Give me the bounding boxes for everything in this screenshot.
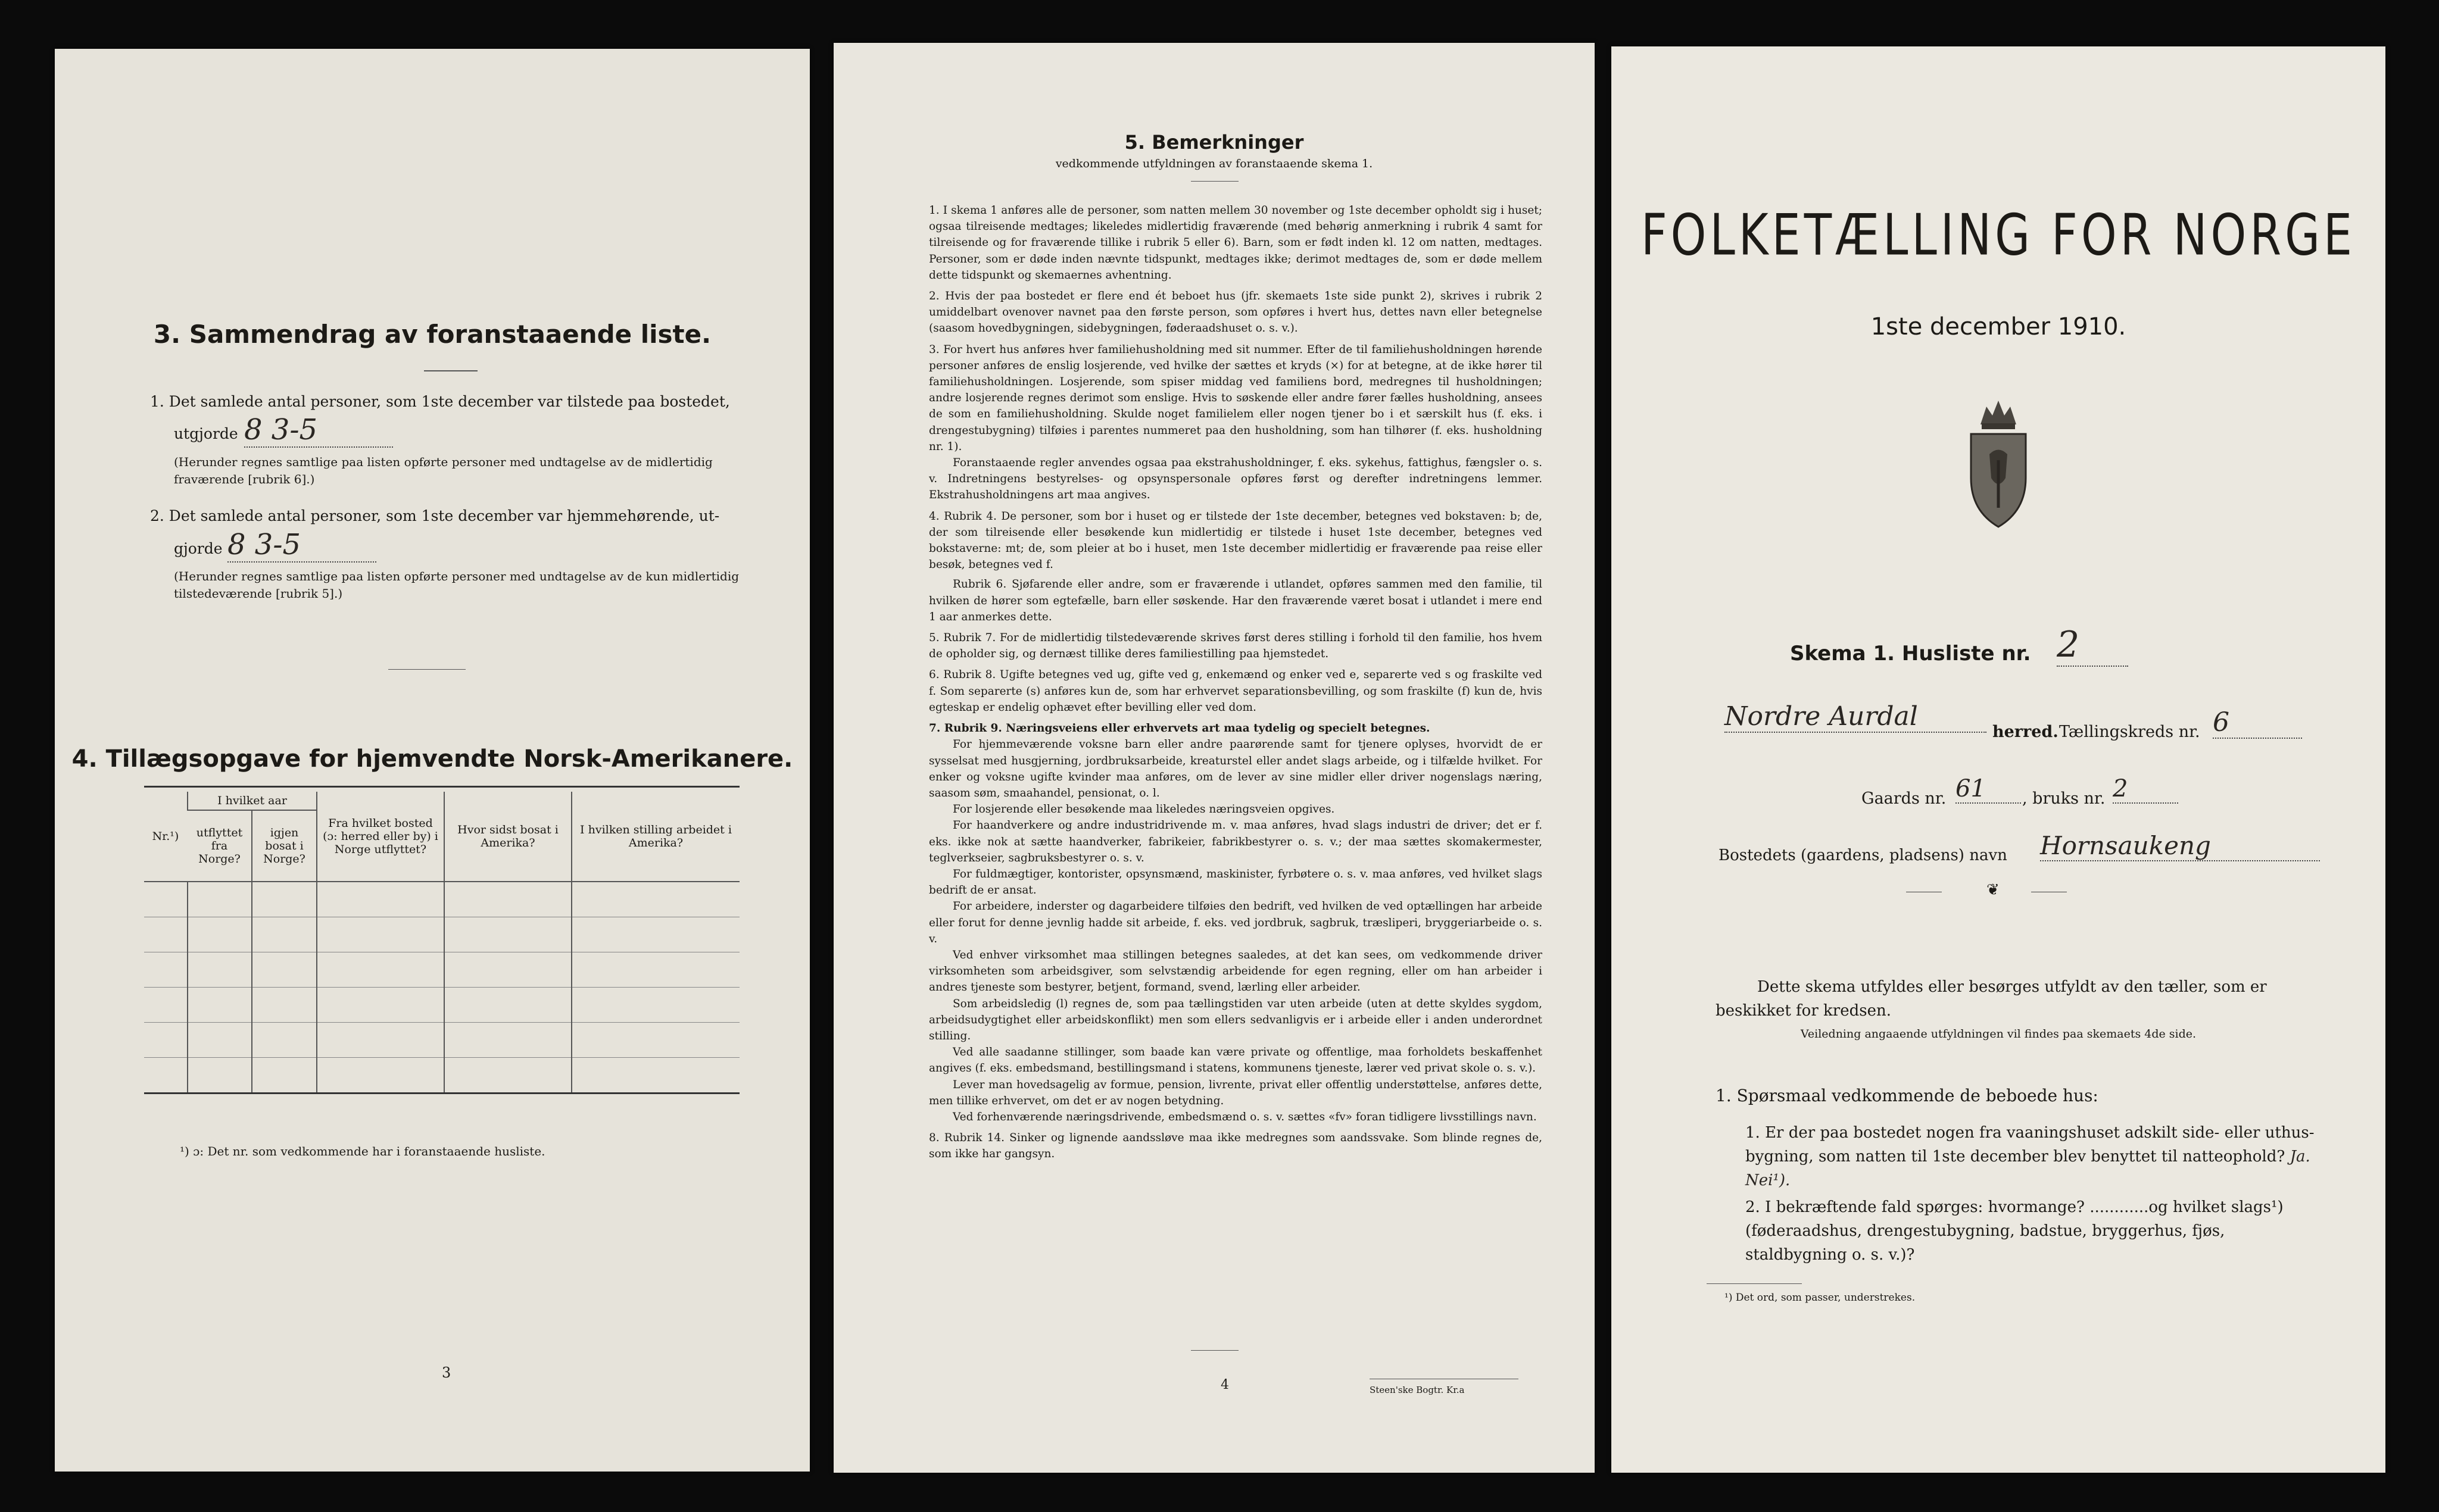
remark-7e: For arbeidere, inderster og dagarbeidere tilføies den bedrift, ved hvilken de ved optællingen har arbeide eller forut for denne jevnlig hadde sit arbeide, f. eks. ved jordbruk, sagbruk, træsliperi, bryggeriarbeide o. s. v. bbox=[929, 900, 1542, 945]
bosted-value: Hornsaukeng bbox=[2040, 831, 2320, 861]
table-top-rule bbox=[144, 786, 740, 788]
section3-title: 3. Sammendrag av foranstaaende liste. bbox=[153, 320, 712, 349]
col-group: I hvilket aar bbox=[188, 792, 317, 810]
table-row bbox=[144, 882, 740, 917]
item2-note: (Herunder regnes samtlige paa listen opførte personer med undtagelse av de kun midlertidig tilstedeværende [rubrik 5].) bbox=[174, 569, 740, 601]
col-emigrated: utflyttet fra Norge? bbox=[188, 810, 252, 882]
item2-value: 8 3-5 bbox=[227, 528, 376, 563]
printer-mark: Steen'ske Bogtr. Kr.a bbox=[1370, 1385, 1465, 1395]
schema-label: Skema 1. Husliste nr. bbox=[1790, 642, 2031, 666]
table-row bbox=[144, 988, 740, 1023]
question-1 bbox=[1745, 1121, 2329, 1192]
remark-7j: Ved forhenværende næringsdrivende, embedsmænd o. s. v. sættes «fv» foran tidligere livsstillings navn. bbox=[953, 1110, 1537, 1123]
remark-7b: For losjerende eller besøkende maa likeledes næringsveien opgives. bbox=[953, 803, 1335, 816]
item1-label: utgjorde bbox=[174, 425, 238, 442]
remarks-title: 5. Bemerkninger bbox=[1124, 131, 1304, 154]
page-1 bbox=[1611, 46, 2385, 1473]
item1-text: 1. Det samlede antal personer, som 1ste december var tilstede paa bostedet, bbox=[150, 393, 730, 410]
col-last-residence: Hvor sidst bosat i Amerika? bbox=[444, 792, 572, 882]
divider bbox=[1707, 1283, 1802, 1284]
footnote: ¹) Det ord, som passer, understrekes. bbox=[1724, 1292, 1916, 1304]
kreds-label: Tællingskreds nr. bbox=[2059, 723, 2200, 741]
item1-note: (Herunder regnes samtlige paa listen opførte personer med undtagelse av de midlertidig fraværende [rubrik 6].) bbox=[174, 455, 713, 486]
remark-7c: For haandverkere og andre industridrivende m. v. maa anføres, hvad slags industri de driver; det er f. eks. ikke nok at sætte haandverker, fabrikeier, fabrikbestyrer o. s. v.; der maa sættes skomakermester, teglverkseier, sagbruksbestyrer o. s. v. bbox=[929, 819, 1542, 864]
table-row bbox=[144, 917, 740, 952]
census-date: 1ste december 1910. bbox=[1870, 313, 2126, 340]
husliste-nr: 2 bbox=[2057, 624, 2128, 667]
table-footnote: ¹) ɔ: Det nr. som vedkommende har i foranstaaende husliste. bbox=[180, 1144, 545, 1158]
remark-7g: Som arbeidsledig (l) regnes de, som paa tællingstiden var uten arbeide (uten at dette skyldes sygdom, arbeidsudygtighet eller arbeidskonflikt) men som ellers sedvanligvis er i arbeide eller i anden underordnet stilling. bbox=[929, 997, 1542, 1042]
coat-of-arms-icon bbox=[1963, 389, 2034, 532]
remark-3b: Foranstaaende regler anvendes ogsaa paa ekstrahusholdninger, f. eks. sykehus, fattighus, fængsler o. s. v. Indretningens bestyrelses- og opsynspersonale opføres først og derefter indretningens lemmer. Ekstrahusholdningens art maa angives. bbox=[929, 457, 1542, 502]
herred-label: herred. bbox=[1992, 723, 2059, 741]
col-occupation: I hvilken stilling arbeidet i Amerika? bbox=[572, 792, 740, 882]
page-4 bbox=[834, 43, 1595, 1473]
gaards-label: Gaards nr. bbox=[1861, 789, 1947, 808]
remark-7d: For fuldmægtiger, kontorister, opsynsmænd, maskinister, fyrbøtere o. s. v. maa anføres, ved hvilket slags bedrift de er ansat. bbox=[929, 867, 1542, 897]
table-row bbox=[144, 1058, 740, 1094]
remark-4b: Rubrik 6. Sjøfarende eller andre, som er fraværende i utlandet, opføres sammen med den familie, til hvilken de hører som egtefælle, barn eller søskende. Har den fraværende været bosat i utlandet i mere end 1 aar anmerkes dette. bbox=[929, 578, 1542, 623]
col-nr: Nr.¹) bbox=[144, 792, 188, 882]
bruks-label: , bruks nr. bbox=[2022, 789, 2106, 808]
remark-7: 7. Rubrik 9. Næringsveiens eller erhvervets art maa tydelig og specielt betegnes. bbox=[929, 722, 1430, 735]
bruks-value: 2 bbox=[2113, 775, 2178, 804]
remark-6: 6. Rubrik 8. Ugifte betegnes ved ug, gifte ved g, enkemænd og enker ved e, separerte ved s og fraskilte ved f. Som separerte (s) anføres kun de, som har erhvervet separationsbevilling, og som fraskilte (f) kun de, hvis egteskap er endelig ophævet efter bevilling eller ved dom. bbox=[929, 668, 1542, 714]
question-2: 2. I bekræftende fald spørges: hvormange? ............og hvilket slags¹) (føderaadshus, drengestubygning, badstue, bryggerhus, fjøs, staldbygning o. s. v.)? bbox=[1745, 1198, 2284, 1264]
page-3 bbox=[55, 49, 810, 1472]
divider bbox=[388, 669, 466, 670]
norsk-amerikanere-table bbox=[144, 792, 740, 1094]
item1-value: 8 3-5 bbox=[244, 413, 393, 448]
remark-3: 3. For hvert hus anføres hver familiehusholdning med sit nummer. Efter de til familiehusholdningen hørende personer anføres de enslig losjerende, ved hvilke der sættes et kryds (×) for at betegne, at de ikke hører til familiehusholdningen. Losjerende, som spiser middag ved familiens bord, medregnes til husholdningen; andre losjerende regnes derimot som enslige. Hvis to søskende eller andre fører fælles husholdning, ansees de som en familiehusholdning. Skulde noget familielem eller nogen tjener bo i et særskilt hus (f. eks. i drengestubygning) tilføies i parentes nummeret paa den husholdning, som han tilhører (f. eks. husholdning nr. 1). bbox=[929, 343, 1542, 453]
section4-title: 4. Tillægsopgave for hjemvendte Norsk-Amerikanere. bbox=[71, 745, 793, 773]
herred-value: Nordre Aurdal bbox=[1724, 701, 1986, 733]
remark-7a: For hjemmeværende voksne barn eller andre paarørende samt for tjenere oplyses, hvorvidt de er sysselsat med husgjerning, jordbruksarbeide, kreaturstel eller andet slags arbeide, og i tilfælde hvilket. For enker og voksne ugifte kvinder maa anføres, om de lever av sine midler eller driver nogenslags næring, saasom søm, smaahandel, pensionat, o. l. bbox=[929, 738, 1542, 799]
ornament-icon: ❦ bbox=[1986, 881, 2000, 899]
question-1-text: 1. Er der paa bostedet nogen fra vaaningshuset adskilt side- eller uthus-bygning, som natten til 1ste december blev benyttet til natteophold? bbox=[1745, 1124, 2315, 1166]
instruction-note: Veiledning angaaende utfyldningen vil findes paa skemaets 4de side. bbox=[1800, 1027, 2197, 1041]
col-from-where: Fra hvilket bosted (ɔ: herred eller by) i Norge utflyttet? bbox=[317, 792, 444, 882]
remarks-subtitle: vedkommende utfyldningen av foranstaaende skema 1. bbox=[1055, 157, 1373, 170]
page-number: 4 bbox=[1221, 1377, 1229, 1392]
page-number: 3 bbox=[442, 1364, 451, 1381]
remark-2: 2. Hvis der paa bostedet er flere end ét beboet hus (jfr. skemaets 1ste side punkt 2), skrives i rubrik 2 umiddelbart ovenover navnet paa den første person, som opføres i hvert hus, dettes navn eller betegnelse (saasom hovedbygningen, sidebygningen, føderaadshuset o. s. v.). bbox=[929, 290, 1542, 335]
remark-7i: Lever man hovedsagelig av formue, pension, livrente, privat eller offentlig understøttelse, anføres dette, men tillike erhvervet, om det er av nogen betydning. bbox=[929, 1078, 1542, 1107]
divider bbox=[1191, 1350, 1239, 1351]
bosted-label: Bostedets (gaardens, pladsens) navn bbox=[1718, 846, 2007, 864]
remark-1: 1. I skema 1 anføres alle de personer, som natten mellem 30 november og 1ste december opholdt sig i huset; ogsaa tilreisende medtages; likeledes midlertidig fraværende (med behørig anmerkning i rubrik 4 samt for tilreisende og for fraværende tillike i rubrik 5 eller 6). Barn, som er født inden kl. 12 om natten, medtages. Personer, som er døde inden nævnte tidspunkt, medtages ikke; derimot medtages de, som er døde mellem dette tidspunkt og skemaernes avhentning. bbox=[929, 204, 1542, 282]
kreds-value: 6 bbox=[2213, 707, 2302, 739]
item2-label: gjorde bbox=[174, 540, 223, 557]
gaards-value: 61 bbox=[1955, 775, 2021, 804]
col-returned: igjen bosat i Norge? bbox=[252, 810, 317, 882]
table-row bbox=[144, 952, 740, 988]
table-row bbox=[144, 1023, 740, 1058]
remarks-text bbox=[929, 202, 1542, 1163]
question-heading: 1. Spørsmaal vedkommende de beboede hus: bbox=[1716, 1086, 2098, 1105]
remark-7h: Ved alle saadanne stillinger, som baade kan være private og offentlige, maa forholdets beskaffenhet angives (f. eks. embedsmand, bestillingsmand i statens, kommunens tjeneste, lærer ved privat skole o. s. v.). bbox=[929, 1046, 1542, 1075]
item2-text: 2. Det samlede antal personer, som 1ste december var hjemmehørende, ut- bbox=[150, 507, 720, 524]
remark-8: 8. Rubrik 14. Sinker og lignende aandssløve maa ikke medregnes som aandssvake. Som blinde regnes de, som ikke har gangsyn. bbox=[929, 1132, 1542, 1161]
divider bbox=[1191, 181, 1239, 182]
instruction-text: Dette skema utfyldes eller besørges utfyldt av den tæller, som er beskikket for kredsen. bbox=[1716, 978, 2267, 1020]
remark-4: 4. Rubrik 4. De personer, som bor i huset og er tilstede der 1ste december, betegnes ved bokstaven: b; de, der som tilreisende eller besøkende kun midlertidig er tilstede i huset 1ste december, betegnes ved bokstaverne: mt; de, som pleier at bo i huset, men 1ste december midlertidig er fraværende paa reise eller besøk, betegnes ved f. bbox=[929, 510, 1542, 571]
census-title: FOLKETÆLLING FOR NORGE bbox=[1640, 201, 2356, 268]
remark-5: 5. Rubrik 7. For de midlertidig tilstedeværende skrives først deres stilling i forhold til den familie, hos hvem de opholder sig, og dernæst tillike deres familiestilling paa hjemstedet. bbox=[929, 632, 1542, 661]
divider bbox=[424, 370, 478, 371]
question-1-answer: Ja. Nei¹). bbox=[1745, 1148, 2310, 1189]
remark-7f: Ved enhver virksomhet maa stillingen betegnes saaledes, at det kan sees, om vedkommende driver virksomheten som arbeidsgiver, som selvstændig arbeidende for egen regning, eller om han arbeider i andres tjeneste som bestyrer, betjent, formand, svend, lærling eller arbeider. bbox=[929, 948, 1542, 994]
